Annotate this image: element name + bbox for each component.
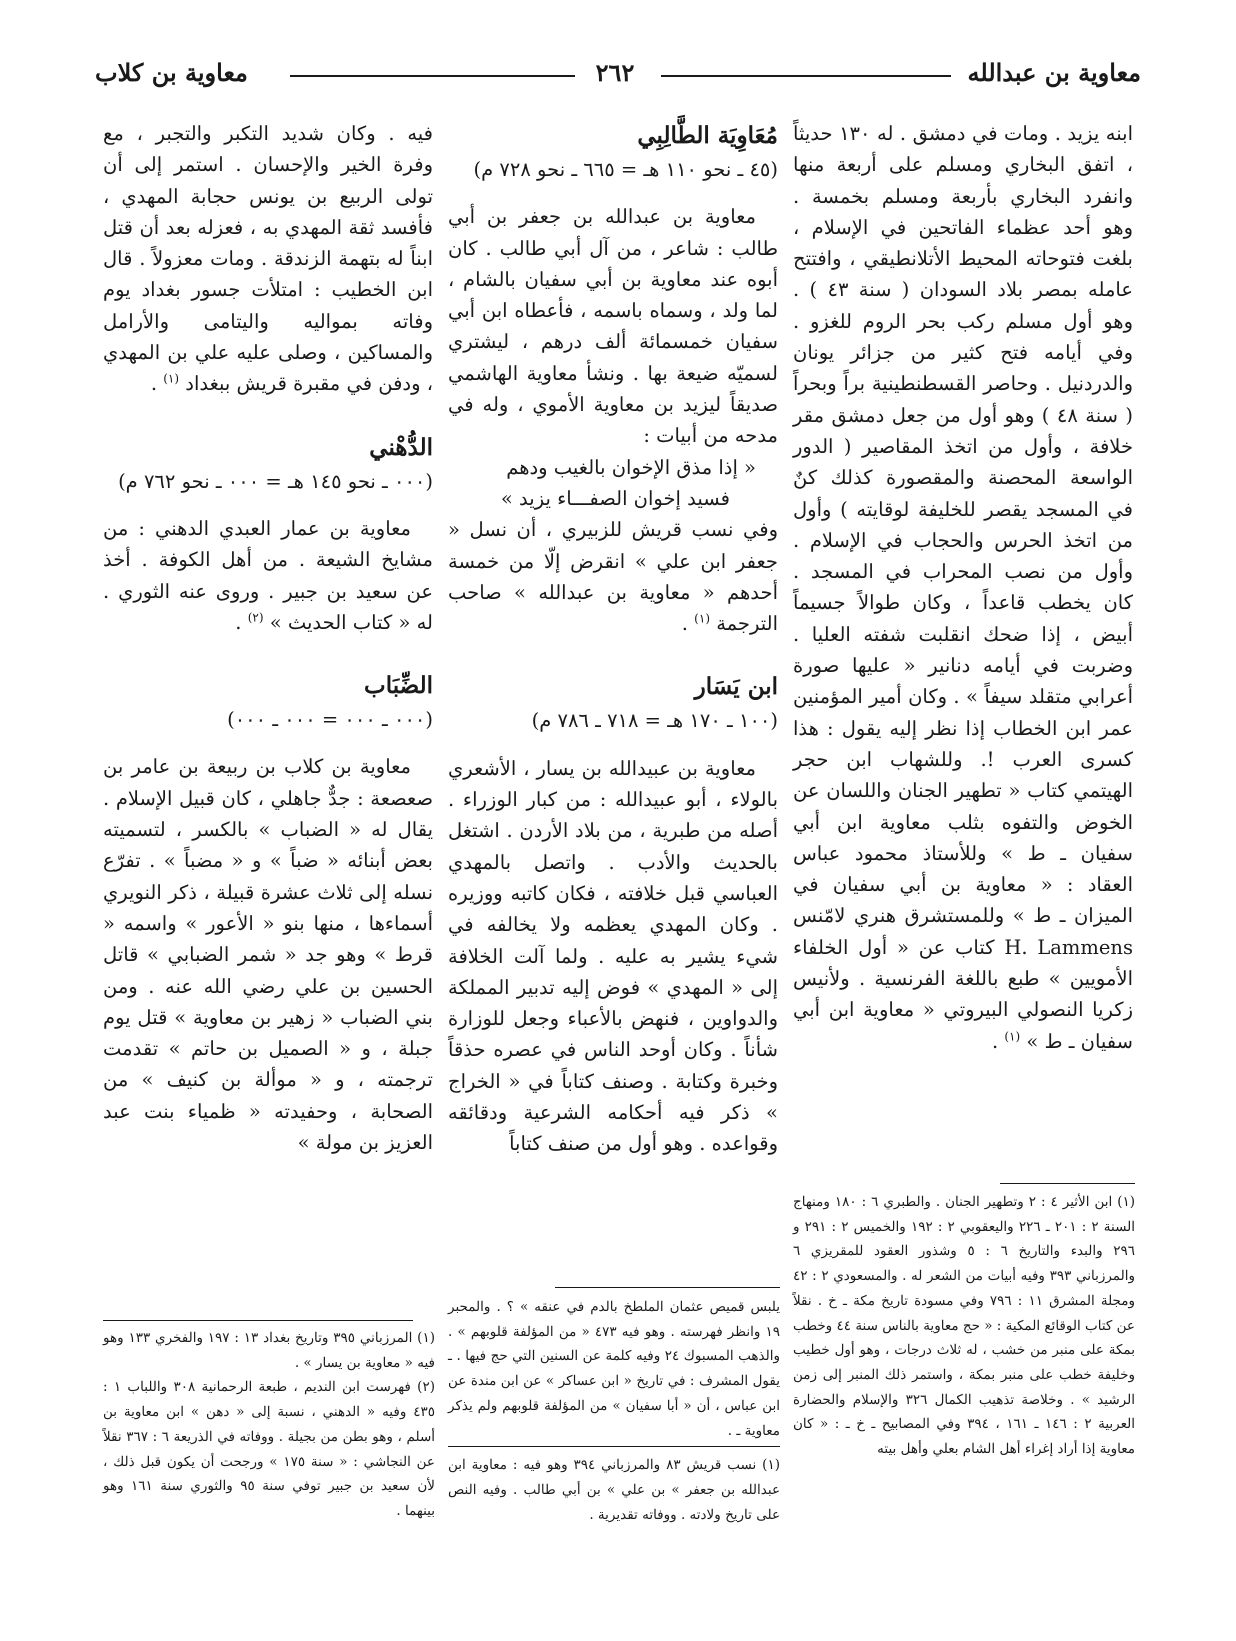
header-rule-right (661, 75, 951, 77)
verse-line: « إذا مذق الإخوان بالغيب ودهم (506, 455, 756, 479)
footnotes-left (103, 1326, 435, 1524)
footnotes-right (793, 1190, 1135, 1462)
footnote: (١) المرزباني ٣٩٥ وتاريخ بغداد ١٣ : ١٩٧ والفخري ١٣٣ وهو فيه « معاوية بن يسار » . (103, 1330, 435, 1371)
body-paragraph: معاوية بن عبيدالله بن يسار ، الأشعري بالولاء ، أبو عبيدالله : من كبار الوزراء . أصله من طبرية ، من بلاد الأردن . اشتغل بالحديث والأدب . واتصل بالمهدي العباسي قبل خلافته ، فكان كاتبه ووزيره . وكان المهدي يعظمه ولا يخالفه في شيء يشير به عليه . ولما آلت الخلافة إلى « المهدي » فوض إليه تدبير المملكة والدواوين ، فنهض بالأعباء وجعل للوزارة شأناً . وكان أوحد الناس في عصره حذقاً وخبرة وكتابة . وصنف كتاباً في « الخراج » ذكر فيه أحكامه الشرعية ودقائقه وقواعده . وهو أول من صنف كتاباً (448, 756, 778, 1156)
entry-dates: (٠٠٠ ـ نحو ١٤٥ هـ = ٠٠٠ ـ نحو ٧٦٢ م) (118, 469, 433, 493)
footnote-marker: (٢) (247, 610, 264, 625)
body-paragraph: ابنه يزيد . ومات في دمشق . له ١٣٠ حديثاً ، اتفق البخاري ومسلم على أربعة منها وانفرد البخاري بأربعة ومسلم بخمسة . وهو أحد عظماء الفاتحين في الإسلام ، بلغت فتوحاته المحيط الأتلانطيقي ، وافتتح عامله بمصر بلاد السودان ( سنة ٤٣ ) . وهو أول مسلم ركب بحر الروم للغزو . وفي أيامه فتح كثير من جزائر يونان والدردنيل . وحاصر القسطنطينية براً وبحراً ( سنة ٤٨ ) وهو أول من جعل دمشق مقر خلافة ، وأول من اتخذ المقاصير ( الدور الواسعة المحصنة والمقصورة كذلك كنٌ في المسجد يقصر للخليفة لوقايته ) وأول من اتخذ الحرس والحجاب في الإسلام . وأول من نصب المحراب في المسجد . كان يخطب قاعداً ، وكان طوالاً جسيماً أبيض ، إذا ضحك انقلبت شفته العليا . وضربت في أيامه دنانير « عليها صورة أعرابي متقلد سيفاً » . وكان أمير المؤمنين عمر ابن الخطاب إذا نظر إليه يقول : هذا كسرى العرب !. وللشهاب ابن حجر الهيتمي كتاب « تطهير الجنان واللسان عن الخوض والتفوه بثلب معاوية ابن أبي سفيان ـ ط » وللأستاذ محمود عباس العقاد : « معاوية بن أبي سفيان في الميزان ـ ط » وللمستشرق هنري لامّنس H. Lammens كتاب عن « أول الخلفاء الأمويين » طبع باللغة الفرنسية . ولأنيس زكريا النصولي البيروتي « معاوية ابن أبي سفيان ـ ط » $^{(١)}$ . (793, 122, 1134, 1053)
footnote: (٢) فهرست ابن النديم ، طبعة الرحمانية ٣٠٨ واللباب ١ : ٤٣٥ وفيه « الدهني ، نسبة إلى « دهن » ابن معاوية بن أسلم ، وهو بطن من بجيلة . ووفاته في الذريعة ٦ : ٣٦٧ نقلاً عن النجاشي : « سنة ١٧٥ » ورجحت أن يكون قبل ذلك ، لأن سعيد بن جبير توفي سنة ٩٥ والثوري سنة ١٦١ وهو بينهما . (103, 1379, 436, 1519)
footnote-rule (1000, 1183, 1135, 1184)
entry-title: ابن يَسَار (694, 673, 778, 701)
entry-title: الضِّبَاب (364, 672, 433, 700)
footnotes-middle (448, 1295, 780, 1527)
body-paragraph: معاوية بن كلاب بن ربيعة بن عامر بن صعصعة : جدٌّ جاهلي ، كان قبيل الإسلام . يقال له « الضباب » بالكسر ، لتسميته بعض أبنائه « ضباً » و « مضباً » . تفرّع نسله إلى ثلاث عشرة قبيلة ، ذكر النويري أسماءها ، منها بنو « الأعور » واسمه « قرط » وهو جد « شمر الضبابي » قاتل الحسين بن علي رضي الله عنه . ومن بني الضباب « زهير بن معاوية » قتل يوم جبلة ، و « الصميل بن حاتم » تقدمت ترجمته ، و « موألة بن كنيف » من الصحابة ، وحفيدته « ظمياء بنت عبد العزيز بن مولة » (103, 755, 433, 1155)
footnote: (١) نسب قريش ٨٣ والمرزباني ٣٩٤ وهو فيه : معاوية ابن عبدالله بن جعفر » بن علي » بن أبي طالب . وفيه النص على تاريخ ولادته . ووفاته تقديرية . (448, 1457, 780, 1523)
body-paragraph: معاوية بن عمار العبدي الدهني : من مشايخ الشيعة . من أهل الكوفة . أخذ عن سعيد بن جبير . وروى عنه الثوري . له « كتاب الحديث » $^{(٢)}$ . (103, 516, 433, 634)
header-rule-left (290, 75, 575, 77)
body-paragraph: وفي نسب قريش للزبيري ، أن نسل « جعفر ابن علي » انقرض إلّا من خمسة أحدهم « معاوية بن عبدالله » صاحب الترجمة $^{(١)}$ . (448, 518, 778, 636)
column-right (793, 118, 1133, 1057)
entry-dates: (٤٥ ـ نحو ١١٠ هـ = ٦٦٥ ـ نحو ٧٢٨ م) (473, 158, 778, 181)
entry-dates: (٠٠٠ ـ ٠٠٠ = ٠٠٠ ـ ٠٠٠) (227, 708, 433, 732)
running-head-right: معاوية بن عبدالله (967, 58, 1141, 87)
column-left (103, 118, 433, 1158)
entry-title: مُعَاوِيَة الطَّالِبِي (637, 122, 778, 149)
column-middle (448, 118, 778, 1160)
footnote-rule (103, 1320, 413, 1321)
body-paragraph: معاوية بن عبدالله بن جعفر بن أبي طالب : شاعر ، من آل أبي طالب . كان أبوه عند معاوية بن أبي سفيان بالشام ، لما ولد ، وسماه باسمه ، فأعطاه ابن أبي سفيان خمسمائة ألف درهم ، ليشتري لسميّه ضيعة بها . ونشأ معاوية الهاشمي صديقاً ليزيد بن معاوية الأموي ، وله في مدحه من أبيات : (448, 205, 778, 448)
footnote-rule (555, 1287, 780, 1288)
page-number: ٢٦٢ (595, 58, 635, 87)
footnote-marker: (١) (163, 371, 180, 386)
footnote: (١) ابن الأثير ٤ : ٢ وتطهير الجنان . والطبري ٦ : ١٨٠ ومنهاج السنة ٢ : ٢٠١ ـ ٢٢٦ واليعقوبي ٢ : ١٩٢ والخميس ٢ : ٢٩١ و ٢٩٦ والبدء والتاريخ ٦ : ٥ وشذور العقود للمقريزي ٦ والمرزباني ٣٩٣ وفيه أبيات من الشعر له . والمسعودي ٢ : ٤٢ ومجلة المشرق ١١ : ٧٩٦ وفي مسودة تاريخ مكة ـ خ . نقلاً عن كتاب الوقائع المكية : « حج معاوية بالناس سنة ٤٤ وخطب بمكة على منبر من خشب ، له ثلاث درجات ، وهو أول خطيب وخليفة خطب على منبر بمكة ، واستمر ذلك المنبر إلى زمن الرشيد » . وخلاصة تذهيب الكمال ٣٢٦ والإسلام والحضارة العربية ٢ : ١٤٦ ـ ١٦١ ، ٣٩٤ وفي المصابيح ـ خ ـ : « كان معاوية إذا أراد إغراء أهل الشام بعلي وأهل بيته (793, 1194, 1136, 1458)
verse-line: فسيد إخوان الصفـــاء يزيد » (500, 486, 730, 510)
entry-dates: (١٠٠ ـ ١٧٠ هـ = ٧١٨ ـ ٧٨٦ م) (531, 709, 778, 733)
page-header (95, 58, 1141, 98)
entry-title: الدُّهْني (369, 433, 433, 461)
running-head-left: معاوية بن كلاب (95, 58, 248, 87)
footnote-marker: (١) (694, 611, 710, 626)
body-paragraph: فيه . وكان شديد التكبر والتجبر ، مع وفرة الخير والإحسان . استمر إلى أن تولى الربيع بن يونس حجابة المهدي ، فأفسد ثقة المهدي به ، فعزله بعد أن قتل ابناً له بتهمة الزندقة . ومات معزولاً . قال ابن الخطيب : امتلأت جسور بغداد يوم وفاته بمواليه واليتامى والأرامل والمساكين ، وصلى عليه علي بن المهدي ، ودفن في مقبرة قريش ببغداد $^{(١)}$ . (103, 122, 433, 396)
footnote-marker: (١) (1004, 1029, 1021, 1044)
footnote-continuation: يلبس قميص عثمان الملطخ بالدم في عنقه » ؟ . والمحبر ١٩ وانظر فهرسته . وهو فيه ٤٧٣ « من المؤلفة قلوبهم » . والذهب المسبوك ٢٤ وفيه كلمة عن السنين التي حج فيها . ـ يقول المشرف : في تاريخ « ابن عساكر » عن ابن مندة عن ابن عباس ، أن « أبا سفيان » من المؤلفة قلوبهم ولم يذكر معاوية ـ . (448, 1299, 781, 1439)
